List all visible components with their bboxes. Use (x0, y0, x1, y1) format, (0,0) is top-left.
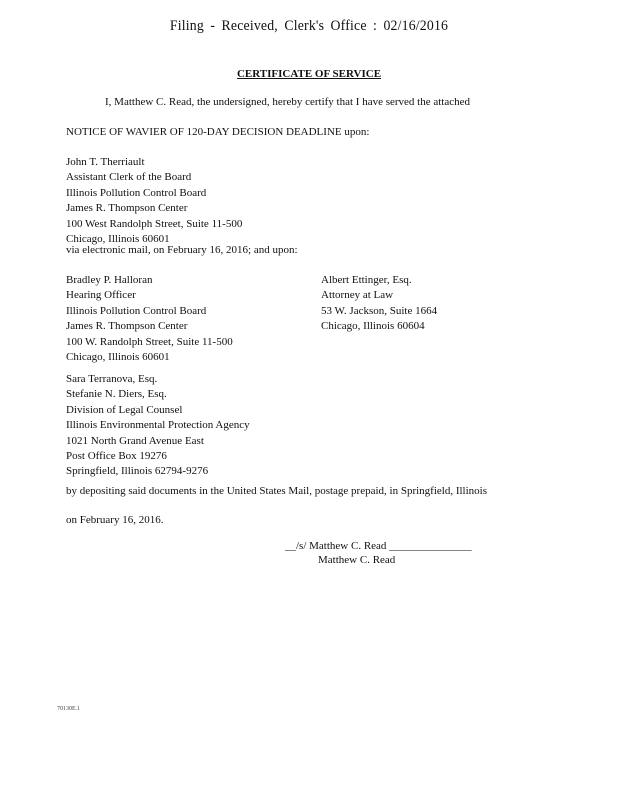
address-line: Sara Terranova, Esq. (66, 373, 158, 385)
notice-line: NOTICE OF WAVIER OF 120-DAY DECISION DEADLINE upon: (66, 126, 370, 138)
address-line: Division of Legal Counsel (66, 403, 183, 416)
address-line: Chicago, Illinois 60604 (321, 320, 425, 333)
address-line: John T. Therriault (66, 156, 145, 168)
address-line: Illinois Pollution Control Board (66, 186, 207, 199)
recipient-block-iepa (66, 372, 250, 480)
address-line: 100 W. Randolph Street, Suite 11-500 (66, 335, 233, 348)
recipient-block-attorney (321, 273, 437, 335)
address-line: Assistant Clerk of the Board (66, 171, 192, 184)
address-line: 53 W. Jackson, Suite 1664 (321, 304, 438, 317)
address-line: Hearing Officer (66, 289, 136, 302)
mail-clause-line: by depositing said documents in the United States Mail, postage prepaid, in Springfield, Illinois (66, 485, 487, 497)
address-line: Springfield, Illinois 62794-9276 (66, 465, 209, 478)
filing-stamp (25, 18, 594, 35)
address-line: Illinois Environmental Protection Agency (66, 419, 250, 432)
footer-code: 70130E.1 (57, 706, 81, 712)
address-line: 1021 North Grand Avenue East (66, 434, 204, 447)
recipient-block-hearing-officer (66, 273, 233, 365)
address-line: Bradley P. Halloran (66, 274, 153, 286)
date-line: on February 16, 2016. (66, 514, 164, 526)
address-line: Illinois Pollution Control Board (66, 304, 207, 317)
address-line: James R. Thompson Center (66, 320, 188, 333)
via-email-line: via electronic mail, on February 16, 2016; and upon: (66, 244, 298, 256)
signer-name: Matthew C. Read (318, 554, 396, 566)
address-line: James R. Thompson Center (66, 202, 188, 215)
filing-stamp-text: Filing - Received, Clerk's Office : 02/16/2016 (169, 18, 449, 34)
address-line: Stefanie N. Diers, Esq. (66, 388, 167, 401)
intro-paragraph: I, Matthew C. Read, the undersigned, hereby certify that I have served the attached (105, 96, 470, 108)
signature-line: __/s/ Matthew C. Read _______________ (285, 540, 472, 552)
address-line: Chicago, Illinois 60601 (66, 351, 170, 364)
address-line: Post Office Box 19276 (66, 450, 167, 463)
address-line: 100 West Randolph Street, Suite 11-500 (66, 217, 243, 230)
certificate-title: CERTIFICATE OF SERVICE (236, 68, 382, 80)
address-line: Chicago, Illinois 60601 (66, 233, 170, 246)
address-line: Albert Ettinger, Esq. (321, 274, 412, 286)
address-line: Attorney at Law (321, 289, 394, 302)
recipient-block-clerk (66, 155, 242, 247)
